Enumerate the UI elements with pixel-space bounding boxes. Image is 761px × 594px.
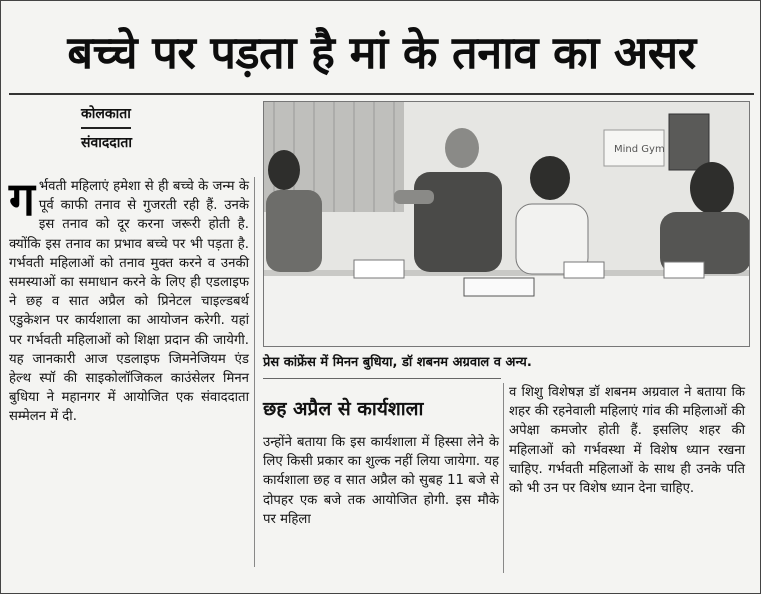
photo-caption: प्रेस कांफ्रेंस में मिनन बुधिया, डॉ शबनम अग्रवाल व अन्य.	[263, 355, 532, 370]
column-divider	[254, 177, 255, 567]
article-column-3	[509, 383, 745, 498]
headline: बच्चे पर पड़ता है मां के तनाव का असर	[67, 26, 696, 79]
article-column-3-text: व शिशु विशेषज्ञ डॉ शबनम अग्रवाल ने बताया कि शहर की रहनेवाली महिलाएं गांव की महिलाओं की अपेक्षा कमजोर होती हैं. इसलिए शहर की महिलाओं को गर्भवस्था में विशेष ध्यान रखना चाहिए. गर्भवती महिलाओं के साथ ही उनके पति को भी उन पर विशेष ध्यान देना चाहिए.	[509, 385, 745, 497]
article-column-1	[9, 172, 249, 427]
dateline-byline: संवाददाता	[81, 135, 132, 151]
press-conference-photo	[263, 101, 750, 347]
backdrop-sign: Mind Gym	[614, 144, 665, 155]
caption-rule	[263, 378, 501, 379]
article-subhead: छह अप्रैल से कार्यशाला	[263, 398, 424, 420]
drop-cap: ग	[9, 172, 35, 226]
article-column-2-text: उन्होंने बताया कि इस कार्यशाला में हिस्सा लेने के लिए किसी प्रकार का शुल्क नहीं लिया जायेगा. यह कार्यशाला छह व सात अप्रैल को सुबह 11 बजे से दोपहर एक बजे तक आयोजित होगी. इस मौके पर महिला	[263, 435, 499, 527]
column-divider-2	[503, 383, 504, 573]
dateline	[81, 103, 132, 154]
article-column-1-text: र्भवती महिलाएं हमेशा से ही बच्चे के जन्म के पूर्व काफी तनाव से गुजरती रही हैं. उनके इस तनाव को दूर करना जरूरी होती है. क्योंकि इस तनाव का प्रभाव बच्चे पर भी पड़ता है. गर्भवती महिलाओं को तनाव मुक्त करने व उनकी समस्याओं का समाधान करने के लिए ही एडलाइफ ने छह व सात अप्रैल को प्रिनेटल चाइल्डबर्थ एडुकेशन पर कार्यशाला का आयोजन करेगी. यहां पर गर्भवती महिलाओं को शिक्षा प्रदान की जायेगी. यह जानकारी आज एडलाइफ जिमनेजियम एंड हेल्थ स्पॉ की साइकोलॉजिकल काउंसेलर मिनन बुधिया ने महानगर में आयोजित एक संवाददाता सम्मेलन में दी.	[9, 179, 249, 425]
dateline-city: कोलकाता	[81, 103, 131, 129]
photo-illustration	[264, 102, 750, 347]
article-column-2	[263, 433, 499, 529]
headline-rule	[9, 93, 754, 95]
